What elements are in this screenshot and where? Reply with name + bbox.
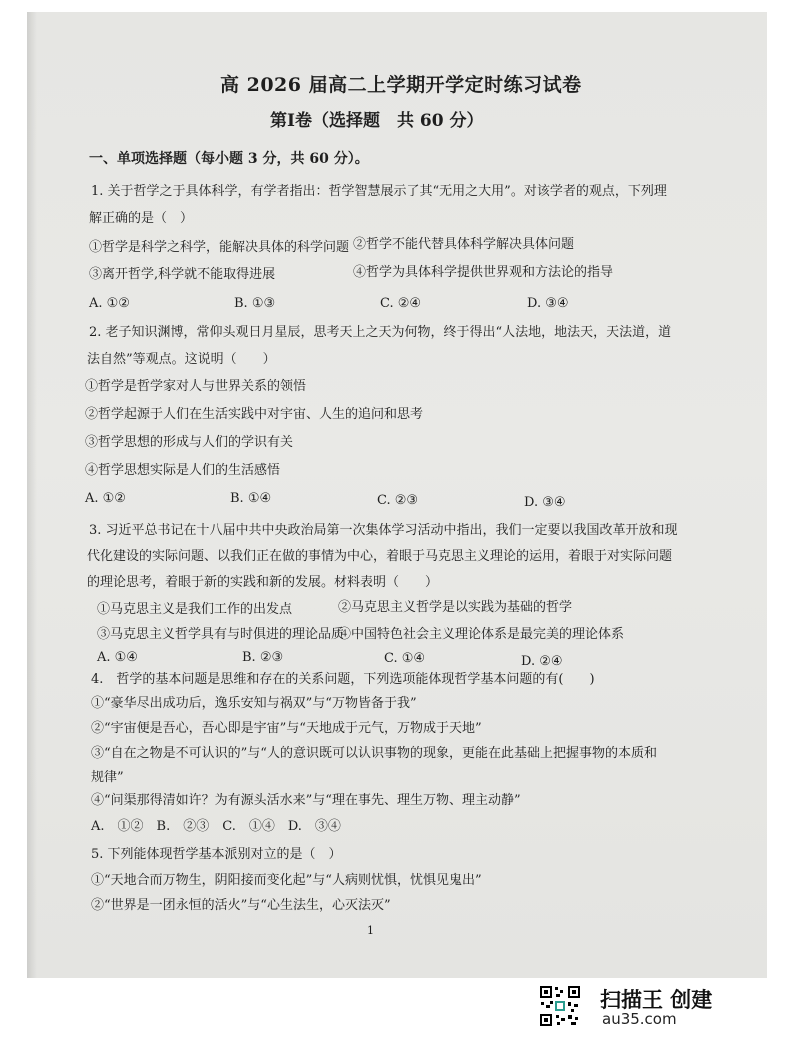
question-2-choice-d[interactable]: D. ③④ [524,495,566,510]
question-2-item: ④哲学思想实际是人们的生活感悟 [85,463,281,478]
page-number: 1 [367,924,374,937]
paper-edge-shadow [27,12,37,978]
exam-subtitle: 第Ⅰ卷（选择题 共 60 分） [270,111,484,131]
question-1-item: ②哲学不能代替具体科学解决具体问题 [353,237,575,252]
question-4-item: ①“豪华尽出成功后，逸乐安知与祸双”与“万物皆备于我” [91,696,417,711]
question-2-stem-line: 2. 老子知识渊博，常仰头观日月星辰，思考天上之天为何物，终于得出“人法地，地法天，天法道，道 [89,325,672,340]
question-3-stem-line: 3. 习近平总书记在十八届中共中央政治局第一次集体学习活动中指出，我们一定要以我国改革开放和现 [89,523,678,538]
question-3-stem-line: 代化建设的实际问题、以我们正在做的事情为中心，着眼于马克思主义理论的运用，着眼于对实际问题 [87,549,673,564]
question-5-item: ②“世界是一团永恒的活火”与“心生法生，心灭法灭” [91,898,391,913]
scanner-watermark [538,982,738,1032]
qr-code-icon [538,984,582,1028]
question-3-item: ①马克思主义是我们工作的出发点 [97,602,293,617]
question-3-choice-b[interactable]: B. ②③ [242,650,284,665]
question-2-choice-b[interactable]: B. ①④ [230,491,272,506]
scanner-brand-url: au35.com [602,1010,677,1028]
question-1-item: ①哲学是科学之科学，能解决具体的科学问题 [89,240,350,255]
question-1-stem-line: 解正确的是（ ） [89,211,194,226]
section-heading: 一、单项选择题（每小题 3 分，共 60 分）。 [89,151,369,167]
question-1-stem-line: 1. 关于哲学之于具体科学，有学者指出：哲学智慧展示了其“无用之大用”。对该学者的观点，下列理 [91,184,667,199]
question-2-item: ③哲学思想的形成与人们的学识有关 [85,435,294,450]
question-3-item: ③马克思主义哲学具有与时俱进的理论品质 [97,627,345,642]
exam-paper-page [27,12,767,978]
question-4-stem-line: 4. 哲学的基本问题是思维和存在的关系问题，下列选项能体现哲学基本问题的有( ) [91,672,595,687]
question-4-item: ④“问渠那得清如许？为有源头活水来”与“理在事先、理生万物、理主动静” [91,793,521,808]
question-3-choice-d[interactable]: D. ②④ [521,654,563,669]
question-4-item: ②“宇宙便是吾心，吾心即是宇宙”与“天地成于元气，万物成于天地” [91,721,482,736]
exam-title: 高 2026 届高二上学期开学定时练习试卷 [220,74,582,96]
question-1-choice-d[interactable]: D. ③④ [527,296,569,311]
question-1-choice-b[interactable]: B. ①③ [234,296,276,311]
question-3-choice-c[interactable]: C. ①④ [384,651,426,666]
question-2-choice-c[interactable]: C. ②③ [377,493,419,508]
question-1-item: ③离开哲学,科学就不能取得进展 [89,267,276,282]
question-4-choices[interactable]: A. ①② B. ②③ C. ①④ D. ③④ [91,819,341,834]
scanner-brand-name: 扫描王 创建 [600,988,713,1012]
question-2-item: ②哲学起源于人们在生活实践中对宇宙、人生的追问和思考 [85,407,424,422]
question-1-choice-c[interactable]: C. ②④ [380,296,422,311]
question-1-choice-a[interactable]: A. ①② [89,296,130,311]
question-1-item: ④哲学为具体科学提供世界观和方法论的指导 [353,265,614,280]
question-2-stem-line: 法自然”等观点。这说明（ ） [87,352,276,367]
question-5-item: ①“天地合而万物生，阴阳接而变化起”与“人病则忧惧，忧惧见鬼出” [91,873,482,888]
question-3-stem-line: 的理论思考，着眼于新的实践和新的发展。材料表明（ ） [87,575,439,590]
question-3-item: ④中国特色社会主义理论体系是最完美的理论体系 [338,627,625,642]
question-4-item: 规律” [91,770,124,785]
question-3-choice-a[interactable]: A. ①④ [97,650,138,665]
question-3-item: ②马克思主义哲学是以实践为基础的哲学 [338,600,573,615]
question-5-stem-line: 5. 下列能体现哲学基本派别对立的是（ ） [91,847,342,862]
question-4-item: ③“自在之物是不可认识的”与“人的意识既可以认识事物的现象，更能在此基础上把握事物的本质和 [91,746,657,761]
question-2-item: ①哲学是哲学家对人与世界关系的领悟 [85,379,307,394]
question-2-choice-a[interactable]: A. ①② [85,491,126,506]
